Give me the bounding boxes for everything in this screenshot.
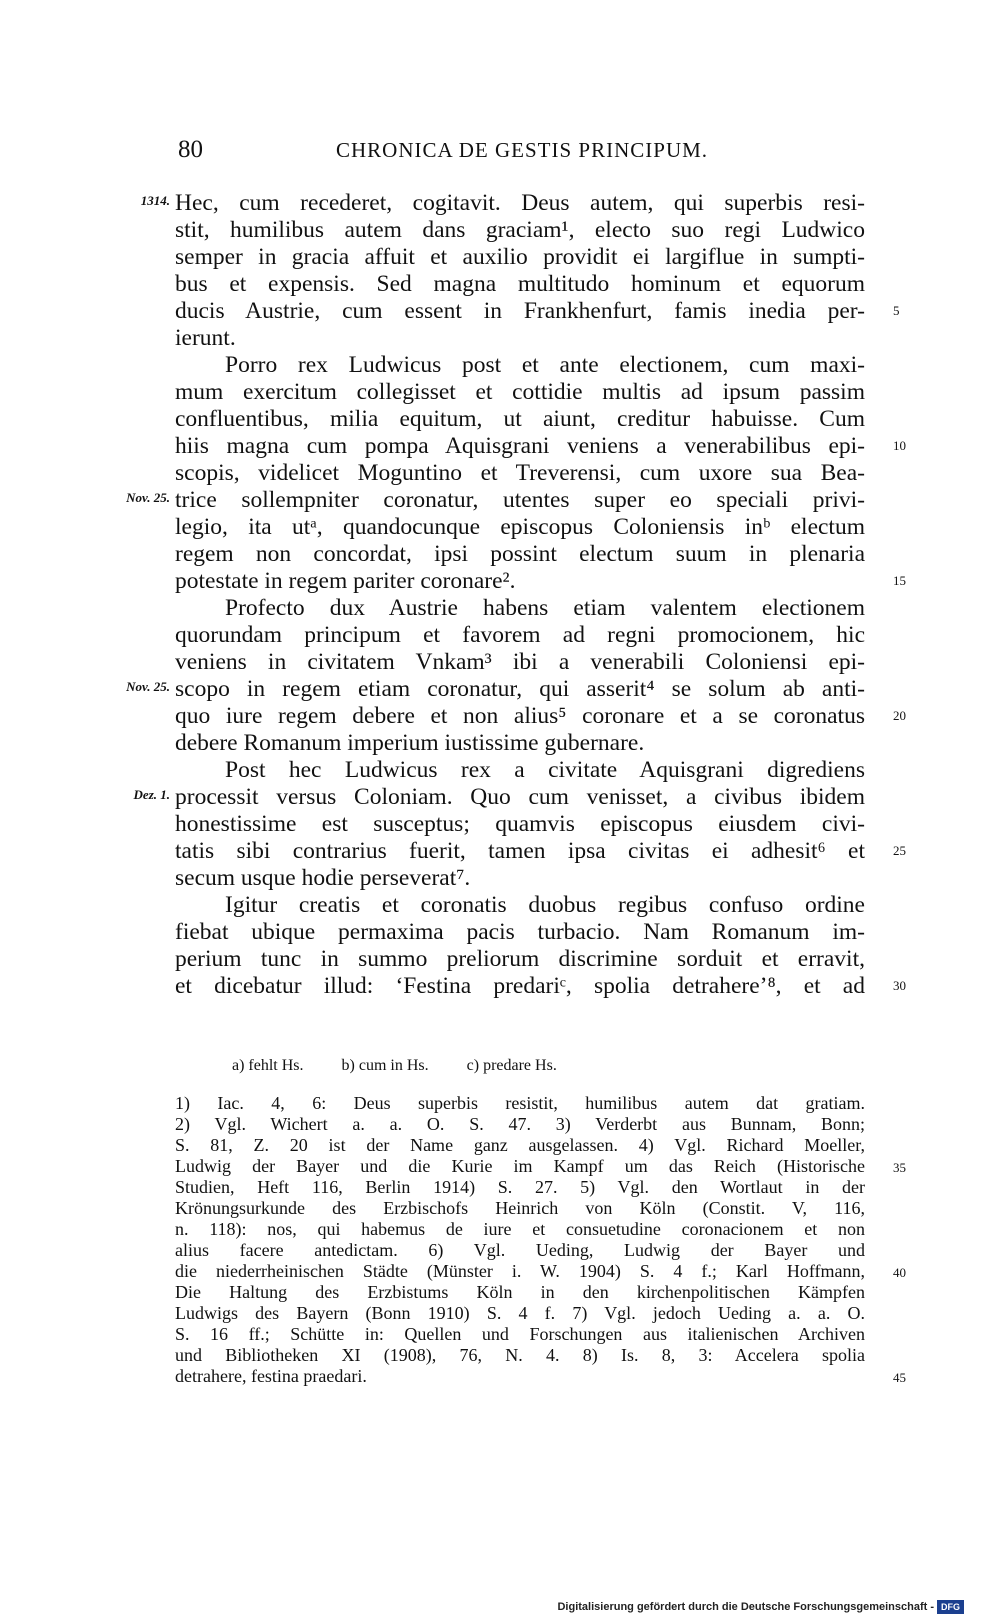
footnote-line-text: 2) Vgl. Wichert a. a. O. S. 47. 3) Verderbt aus Bunnam, Bonn; [175,1114,865,1134]
main-line-text: fiebat ubique permaxima pacis turbacio. Nam Romanum im- [175,919,865,945]
footnote-line-text: Studien, Heft 116, Berlin 1914) S. 27. 5) Vgl. den Wortlaut in der [175,1177,865,1197]
digitization-credit [557,1600,964,1614]
footnote-line-text: S. 16 ff.; Schütte in: Quellen und Forschungen aus italienischen Archiven [175,1324,865,1344]
main-line [0,244,1000,271]
main-line [0,406,1000,433]
main-line [0,973,1000,1000]
main-line [0,838,1000,865]
main-line [0,487,1000,514]
main-line-text: secum usque hodie perseverat⁷. [175,865,471,891]
footnote-line-text: Krönungsurkunde des Erzbischofs Heinrich von Köln (Constit. V, 116, [175,1198,865,1218]
main-line [0,784,1000,811]
line-number: 10 [893,438,906,453]
main-line [0,946,1000,973]
main-line [0,919,1000,946]
main-line [0,514,1000,541]
main-line [0,757,1000,784]
footnote-line [0,1093,1000,1114]
apparatus-note-a: a) fehlt Hs. [232,1057,304,1074]
margin-date: 1314. [140,193,170,208]
footnote-line-text: Ludwigs des Bayern (Bonn 1910) S. 4 f. 7) Vgl. jedoch Ueding a. a. O. [175,1303,865,1323]
main-line-text: Profecto dux Austrie habens etiam valentem electionem [225,595,865,621]
main-line [0,217,1000,244]
main-line-text: honestissime est susceptus; quamvis episcopus eiusdem civi- [175,811,865,837]
footnote-line [0,1303,1000,1324]
footnote-line [0,1324,1000,1345]
main-line-text: processit versus Coloniam. Quo cum venisset, a civibus ibidem [175,784,865,810]
line-number: 30 [893,978,906,993]
line-number: 25 [893,843,906,858]
line-number: 45 [893,1370,906,1385]
main-line [0,703,1000,730]
main-line [0,271,1000,298]
line-number: 35 [893,1160,906,1175]
main-line [0,433,1000,460]
main-line [0,541,1000,568]
main-line-text: stit, humilibus autem dans graciam¹, electo suo regi Ludwico [175,217,865,243]
footnote-line-text: S. 81, Z. 20 ist der Name ganz ausgelassen. 4) Vgl. Richard Moeller, [175,1135,865,1155]
main-line [0,811,1000,838]
footnote-line-text: n. 118): nos, qui habemus de iure et consuetudine coronacionem et non [175,1219,865,1239]
main-line-text: semper in gracia affuit et auxilio providit ei largiflue in sumpti- [175,244,865,270]
footnote-line [0,1177,1000,1198]
credit-text: Digitalisierung gefördert durch die Deutsche Forschungsgemeinschaft - [557,1601,934,1613]
footnote-line-text: und Bibliotheken XI (1908), 76, N. 4. 8) Is. 8, 3: Accelera spolia [175,1345,865,1365]
line-number: 15 [893,573,906,588]
main-line-text: legio, ita utᵃ, quandocunque episcopus Coloniensis inᵇ electum [175,514,865,540]
footnote-line [0,1114,1000,1135]
apparatus-note-c: c) predare Hs. [466,1057,557,1074]
footnote-line-text: die niederrheinischen Städte (Münster i. W. 1904) S. 4 f.; Karl Hoffmann, [175,1261,865,1281]
main-line [0,325,1000,352]
footnote-line-text: 1) Iac. 4, 6: Deus superbis resistit, humilibus autem dat gratiam. [175,1093,865,1113]
footnote-line [0,1219,1000,1240]
footnote-line [0,1282,1000,1303]
main-line-text: bus et expensis. Sed magna multitudo hominum et equorum [175,271,865,297]
footnote-line-text: detrahere, festina praedari. [175,1366,367,1386]
footnote-line-text: alius facere antedictam. 6) Vgl. Ueding, Ludwig der Bayer und [175,1240,865,1260]
main-line-text: Igitur creatis et coronatis duobus regibus confuso ordine [225,892,865,918]
main-line-text: mum exercitum collegisset et cottidie multis ad ipsum passim [175,379,865,405]
dfg-logo-icon: DFG [937,1600,964,1614]
main-line-text: quorundam principum et favorem ad regni promocionem, hic [175,622,865,648]
main-line [0,352,1000,379]
main-line-text: Post hec Ludwicus rex a civitate Aquisgrani digrediens [225,757,865,783]
footnote-line [0,1135,1000,1156]
main-line [0,595,1000,622]
main-text [0,190,1000,1000]
main-line-text: potestate in regem pariter coronare². [175,568,516,594]
footnote-line [0,1261,1000,1282]
main-line [0,190,1000,217]
main-line [0,676,1000,703]
main-line [0,298,1000,325]
footnote-line [0,1345,1000,1366]
main-line [0,865,1000,892]
main-line [0,379,1000,406]
footnote-line-text: Ludwig der Bayer und die Kurie im Kampf um das Reich (Historische [175,1156,865,1176]
main-line-text: Hec, cum recederet, cogitavit. Deus autem, qui superbis resi- [175,190,865,216]
main-line-text: veniens in civitatem Vnkam³ ibi a venerabili Coloniensi epi- [175,649,865,675]
margin-date: Nov. 25. [126,490,170,505]
main-line-text: ducis Austrie, cum essent in Frankhenfurt, famis inedia per- [175,298,865,324]
main-line-text: tatis sibi contrarius fuerit, tamen ipsa civitas ei adhesit⁶ et [175,838,865,864]
footnote-line-text: Die Haltung des Erzbistums Köln in den kirchenpolitischen Kämpfen [175,1282,865,1302]
line-number: 20 [893,708,906,723]
main-line-text: perium tunc in summo preliorum discrimine sorduit et erravit, [175,946,865,972]
footnote-line [0,1198,1000,1219]
footnote-line [0,1156,1000,1177]
main-line [0,730,1000,757]
main-line-text: hiis magna cum pompa Aquisgrani veniens a venerabilibus epi- [175,433,865,459]
main-line [0,649,1000,676]
line-number: 5 [893,303,900,318]
margin-date: Dez. 1. [133,787,170,802]
main-line-text: scopo in regem etiam coronatur, qui asserit⁴ se solum ab anti- [175,676,865,702]
running-title: CHRONICA DE GESTIS PRINCIPUM. [336,138,709,162]
main-line-text: trice sollempniter coronatur, utentes super eo speciali privi- [175,487,865,513]
main-line-text: regem non concordat, ipsi possint electum suum in plenaria [175,541,865,567]
main-line-text: debere Romanum imperium iustissime gubernare. [175,730,645,756]
main-line-text: scopis, videlicet Moguntino et Treverensi, cum uxore sua Bea- [175,460,865,486]
main-line [0,460,1000,487]
main-line-text: et dicebatur illud: ‘Festina predariᶜ, spolia detrahere’⁸, et ad [175,973,865,999]
footnotes [0,1093,1000,1387]
apparatus-note-b: b) cum in Hs. [341,1057,429,1074]
main-line [0,568,1000,595]
main-line-text: confluentibus, milia equitum, ut aiunt, creditur habuisse. Cum [175,406,865,432]
critical-apparatus [232,1057,591,1075]
margin-date: Nov. 25. [126,679,170,694]
main-line-text: Porro rex Ludwicus post et ante electionem, cum maxi- [225,352,865,378]
main-line-text: ierunt. [175,325,236,351]
footnote-line [0,1366,1000,1387]
footnote-line [0,1240,1000,1261]
page-header [0,132,1000,172]
main-line [0,892,1000,919]
page-number: 80 [178,136,203,163]
main-line-text: quo iure regem debere et non alius⁵ coronare et a se coronatus [175,703,865,729]
line-number: 40 [893,1265,906,1280]
main-line [0,622,1000,649]
